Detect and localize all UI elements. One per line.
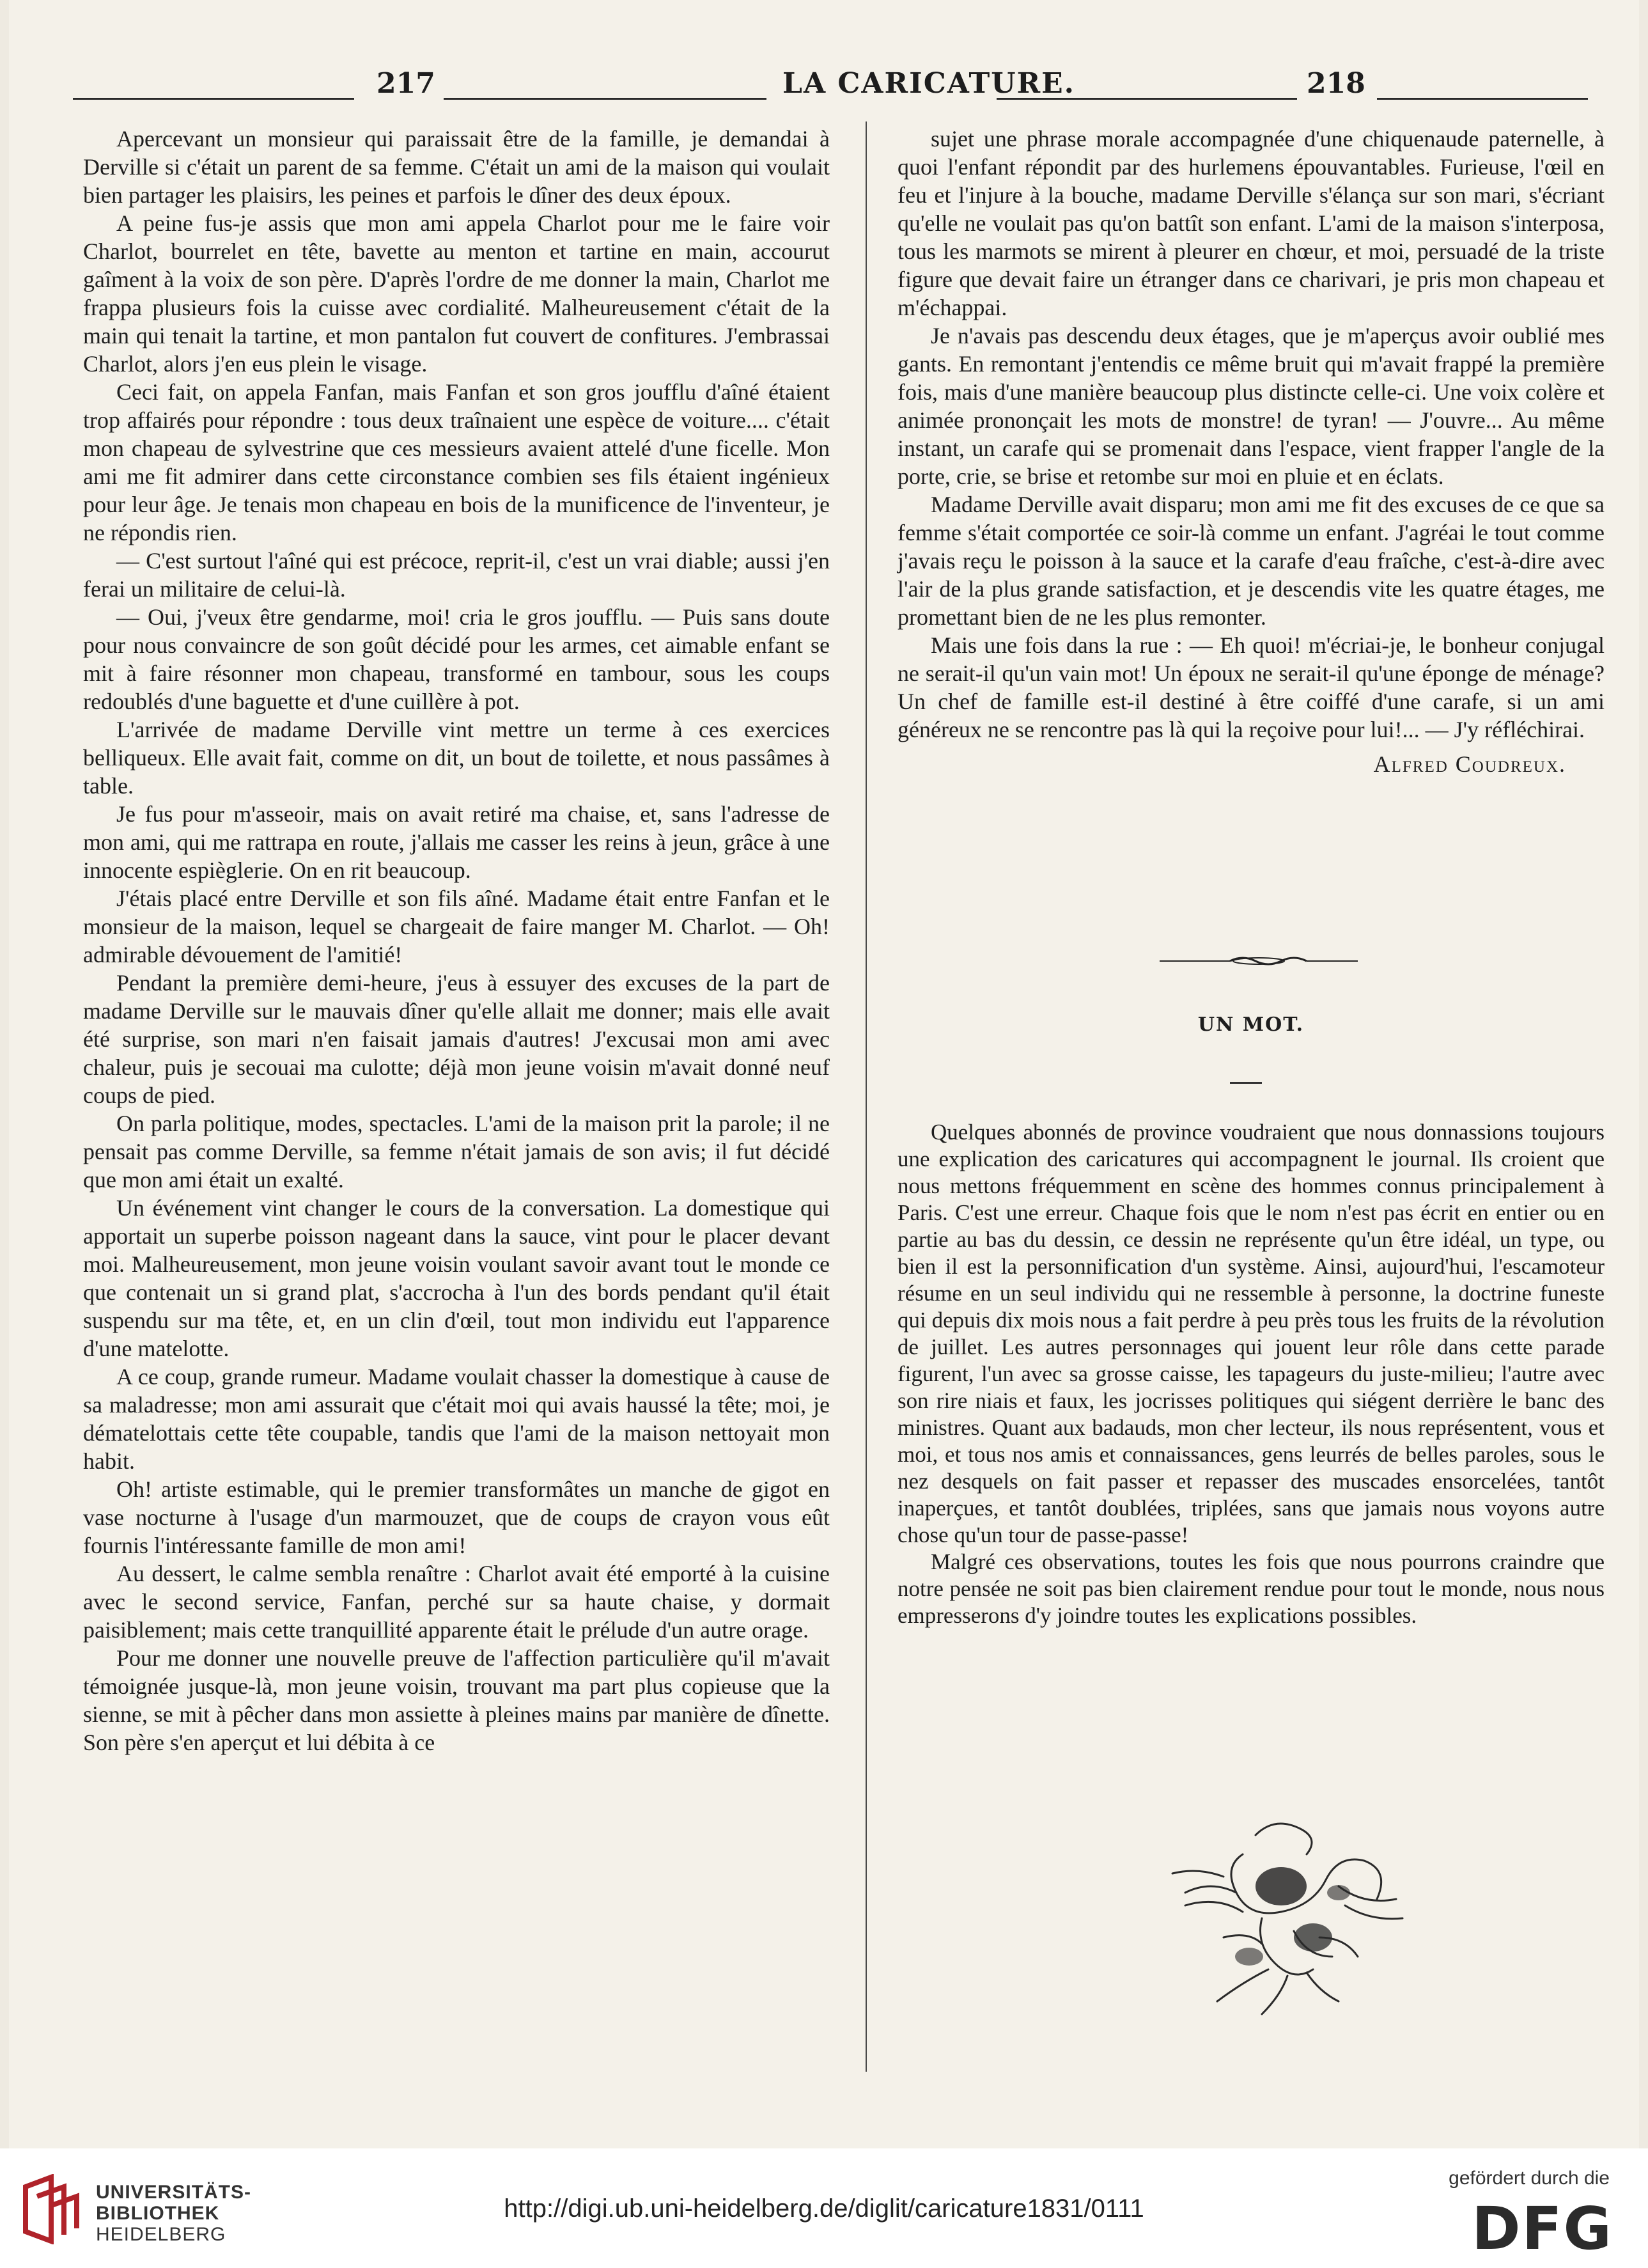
paragraph: — Oui, j'veux être gendarme, moi! cria le gros joufflu. — Puis sans doute pour nous convaincre de son goût décidé pour les armes, cet aimable enfant se mit à faire résonner mon chapeau, transformé en tambour, sous les coups redoublés d'une baguette et d'une cuillère à pot. xyxy=(83,604,830,714)
column-divider xyxy=(866,121,867,2072)
page-number-right: 218 xyxy=(1307,67,1365,100)
paragraph: J'étais placé entre Derville et son fils aîné. Madame était entre Fanfan et le monsieur de la maison, lequel se chargeait de faire manger M. Charlot. — Oh! admirable dévouement de l'amitié! xyxy=(83,886,830,967)
column-left xyxy=(83,125,830,1756)
paragraph: L'arrivée de madame Derville vint mettre un terme à ces exercices belliqueux. Elle avait fait, comme on dit, un bout de toilette, et nous passâmes à table. xyxy=(83,717,830,799)
section-heading: UN MOT. xyxy=(1197,1013,1305,1036)
paragraph: Je fus pour m'asseoir, mais on avait retiré ma chaise, et, sans l'adresse de mon ami, qui me rattrapa en route, j'allais me casser les reins à jeun, grâce à une innocente espièglerie. On en rit beaucoup. xyxy=(83,801,830,883)
header-rule-right xyxy=(1377,98,1588,100)
paragraph: Apercevant un monsieur qui paraissait être de la famille, je demandai à Derville si c'était un parent de sa femme. C'était un ami de la maison qui voulait bien partager les plaisirs, les peines et parfois le dîner des deux époux. xyxy=(83,126,830,208)
paragraph: Pour me donner une nouvelle preuve de l'affection particulière qu'il m'avait témoignée jusque-là, mon jeune voisin, trouvant ma part plus copieuse que la sienne, se mit à pêcher dans mon assiette à pleines mains par manière de dînette. Son père s'en aperçut et lui débita à ce xyxy=(83,1645,830,1755)
paragraph: Quelques abonnés de province voudraient que nous donnassions toujours une explication des caricatures qui accompagnent le journal. Ils croient que nous mettons fréquemment en scène des hommes connus principalement à Paris. C'est une erreur. Chaque fois que le nom n'est pas écrit en entier ou en partie au bas du dessin, ce dessin ne représente qu'un être idéal, un type, ou bien il est la personnification d'un système. Ainsi, aujourd'hui, l'escamoteur résume en un seul individu qui ne ressemble à personne, la doctrine funeste qui depuis dix mois nous a fait perdre à peu près tous les fruits de la révolution de juillet. Les autres personnages qui jouent leur rôle dans cette parade figurent, l'un avec sa grosse caisse, les tapageurs du juste-milieu; l'autre avec son rire niais et faux, les jocrisses politiques qui siégent derrière le banc des ministres. Quant aux badauds, mon cher lecteur, ils nous représentent, vous et moi, et tous nos amis et connaissances, gens leurrés de belles paroles, sous le nez desquels on fait passer et repasser des muscades ensorcelées, tantôt inaperçues, et tantôt doublées, triplées, sans que jamais nous voyons autre chose qu'un tour de passe-passe! xyxy=(898,1120,1605,1547)
author-signature: Alfred Coudreux. xyxy=(1373,751,1566,777)
funded-by-label: gefördert durch die xyxy=(1449,2168,1610,2189)
column-right xyxy=(898,125,1605,778)
paragraph: Oh! artiste estimable, qui le premier transformâtes un manche de gigot en vase nocturne à l'usage d'un marmouzet, que de coups de crayon vous eût fournis l'intéressante famille de mon ami! xyxy=(83,1476,830,1558)
paragraph: A ce coup, grande rumeur. Madame voulait chasser la domestique à cause de sa maladresse; mon ami assurait que c'était moi qui avais haussé la tête; moi, je dématelottais cette tête coupable, tandis que l'ami de la maison nettoyait mon habit. xyxy=(83,1364,830,1474)
paragraph: Pendant la première demi-heure, j'eus à essuyer des excuses de la part de madame Derville sur le mauvais dîner qu'elle allait me donner; mais elle avait été surprise, son mari n'en faisait jamais d'autres! J'excusai mon ami avec chaleur, puis je secouai ma culotte; déjà mon jeune voisin m'avait donné neuf coups de pied. xyxy=(83,970,830,1108)
paragraph: Je n'avais pas descendu deux étages, que je m'aperçus avoir oublié mes gants. En remontant j'entendis ce même bruit qui m'avait frappé la première fois, mais d'une manière beaucoup plus distincte celle-ci. Une voix colère et animée prononçait les mots de monstre! de tyran! — J'ouvre... Au même instant, un carafe qui se promenait dans l'espace, vient frapper l'angle de la porte, crie, se brise et retombe sur moi en pluie et en éclats. xyxy=(898,323,1605,489)
header-rule-center-left xyxy=(444,98,766,100)
header-rule-left xyxy=(73,98,354,100)
running-head xyxy=(73,67,1588,118)
paragraph: sujet une phrase morale accompagnée d'une chiquenaude paternelle, à quoi l'enfant répondit par des hurlemens épouvantables. Furieuse, l'œil en feu et l'injure à la bouche, madame Derville s'élança sur son mari, s'écriant qu'elle ne voulait pas qu'on battît son enfant. L'ami de la maison s'interposa, tous les marmots se mirent à pleurer en chœur, et moi, persuadé de la triste figure que devait faire un étranger dans ce charivari, je pris mon chapeau et m'échappai. xyxy=(898,126,1605,320)
paragraph: — C'est surtout l'aîné qui est précoce, reprit-il, c'est un vrai diable; aussi j'en ferai un militaire de celui-là. xyxy=(83,548,830,602)
dfg-logo[interactable]: DFG xyxy=(1472,2194,1613,2263)
footer-bar xyxy=(0,2148,1648,2268)
paragraph: A peine fus-je assis que mon ami appela Charlot pour me le faire voir Charlot, bourrelet en tête, bavette au menton et tartine en main, accourut gaîment à la voix de son père. D'après l'ordre de me donner la main, Charlot me frappa plusieurs fois la cuisse avec cordialité. Malheureusement c'était de la main qui tenait la tartine, et mon pantalon fut couvert de confitures. J'embrassai Charlot, alors j'en eus plein le visage. xyxy=(83,210,830,377)
newspaper-page xyxy=(9,0,1639,2148)
section-dash xyxy=(1230,1082,1262,1084)
institution-line: UNIVERSITÄTS- xyxy=(96,2182,252,2203)
page-number-left: 217 xyxy=(377,67,435,100)
institution-line: HEIDELBERG xyxy=(96,2224,226,2245)
ornament-rule-icon xyxy=(1160,955,1358,967)
source-url-link[interactable]: http://digi.ub.uni-heidelberg.de/diglit/caricature1831/0111 xyxy=(504,2194,1144,2223)
institution-line: BIBLIOTHEK xyxy=(96,2203,220,2224)
header-rule-center-right xyxy=(997,98,1297,100)
paragraph: Malgré ces observations, toutes les fois que nous pourrons craindre que notre pensée ne soit pas bien clairement rendue pour tout le monde, nous nous empresserons d'y joindre toutes les explications possibles. xyxy=(898,1549,1605,1628)
journal-title: LA CARICATURE. xyxy=(782,67,1075,100)
paragraph: Au dessert, le calme sembla renaître : Charlot avait été emporté à la cuisine avec le second service, Fanfan, perché sur sa haute chaise, y dormait paisiblement; mais cette tranquillité apparente était le prélude d'un autre orage. xyxy=(83,1561,830,1643)
paragraph: Ceci fait, on appela Fanfan, mais Fanfan et son gros joufflu d'aîné étaient trop affairés pour répondre : tous deux traînaient une espèce de voiture.... c'était mon chapeau de sylvestrine que ces messieurs avaient attelé d'une ficelle. Mon ami me fit admirer dans cette circonstance combien ses fils étaient ingénieux pour leur âge. Je tenais mon chapeau en bois de la munificence de l'inventeur, je ne répondis rien. xyxy=(83,379,830,545)
vignette-illustration-icon xyxy=(1147,1810,1415,2021)
paragraph: Mais une fois dans la rue : — Eh quoi! m'écriai-je, le bonheur conjugal ne serait-il qu'un vain mot! Un époux ne serait-il qu'une éponge de ménage? Un chef de famille est-il destiné à être coiffé d'une carafe, si un ami généreux ne se rencontre pas là qui la reçoive pour lui!... — J'y réfléchirai. xyxy=(898,632,1605,742)
paragraph: On parla politique, modes, spectacles. L'ami de la maison prit la parole; il ne pensait pas comme Derville, sa femme n'était jamais de son avis; il fut décidé que mon ami était un exalté. xyxy=(83,1111,830,1193)
paragraph: Madame Derville avait disparu; mon ami me fit des excuses de ce que sa femme s'était comportée ce soir-là comme un enfant. J'agréai le tout comme j'avais reçu le poisson à la sauce et la carafe d'eau fraîche, c'est-à-dire avec l'air de la plus grande satisfaction, et je descendis vite les quatre étages, me promettant bien de ne les plus remonter. xyxy=(898,492,1605,630)
section-body xyxy=(898,1119,1605,1629)
paragraph: Un événement vint changer le cours de la conversation. La domestique qui apportait un superbe poisson nageant dans la sauce, vint pour le placer devant moi. Malheureusement, mon jeune voisin voulant savoir avant tout le monde ce que contenait un si grand plat, s'accrocha à l'un des bords pendant qu'il était suspendu sur ma tête, et, en un clin d'œil, tout mon individu eut l'apparence d'une matelotte. xyxy=(83,1195,830,1361)
